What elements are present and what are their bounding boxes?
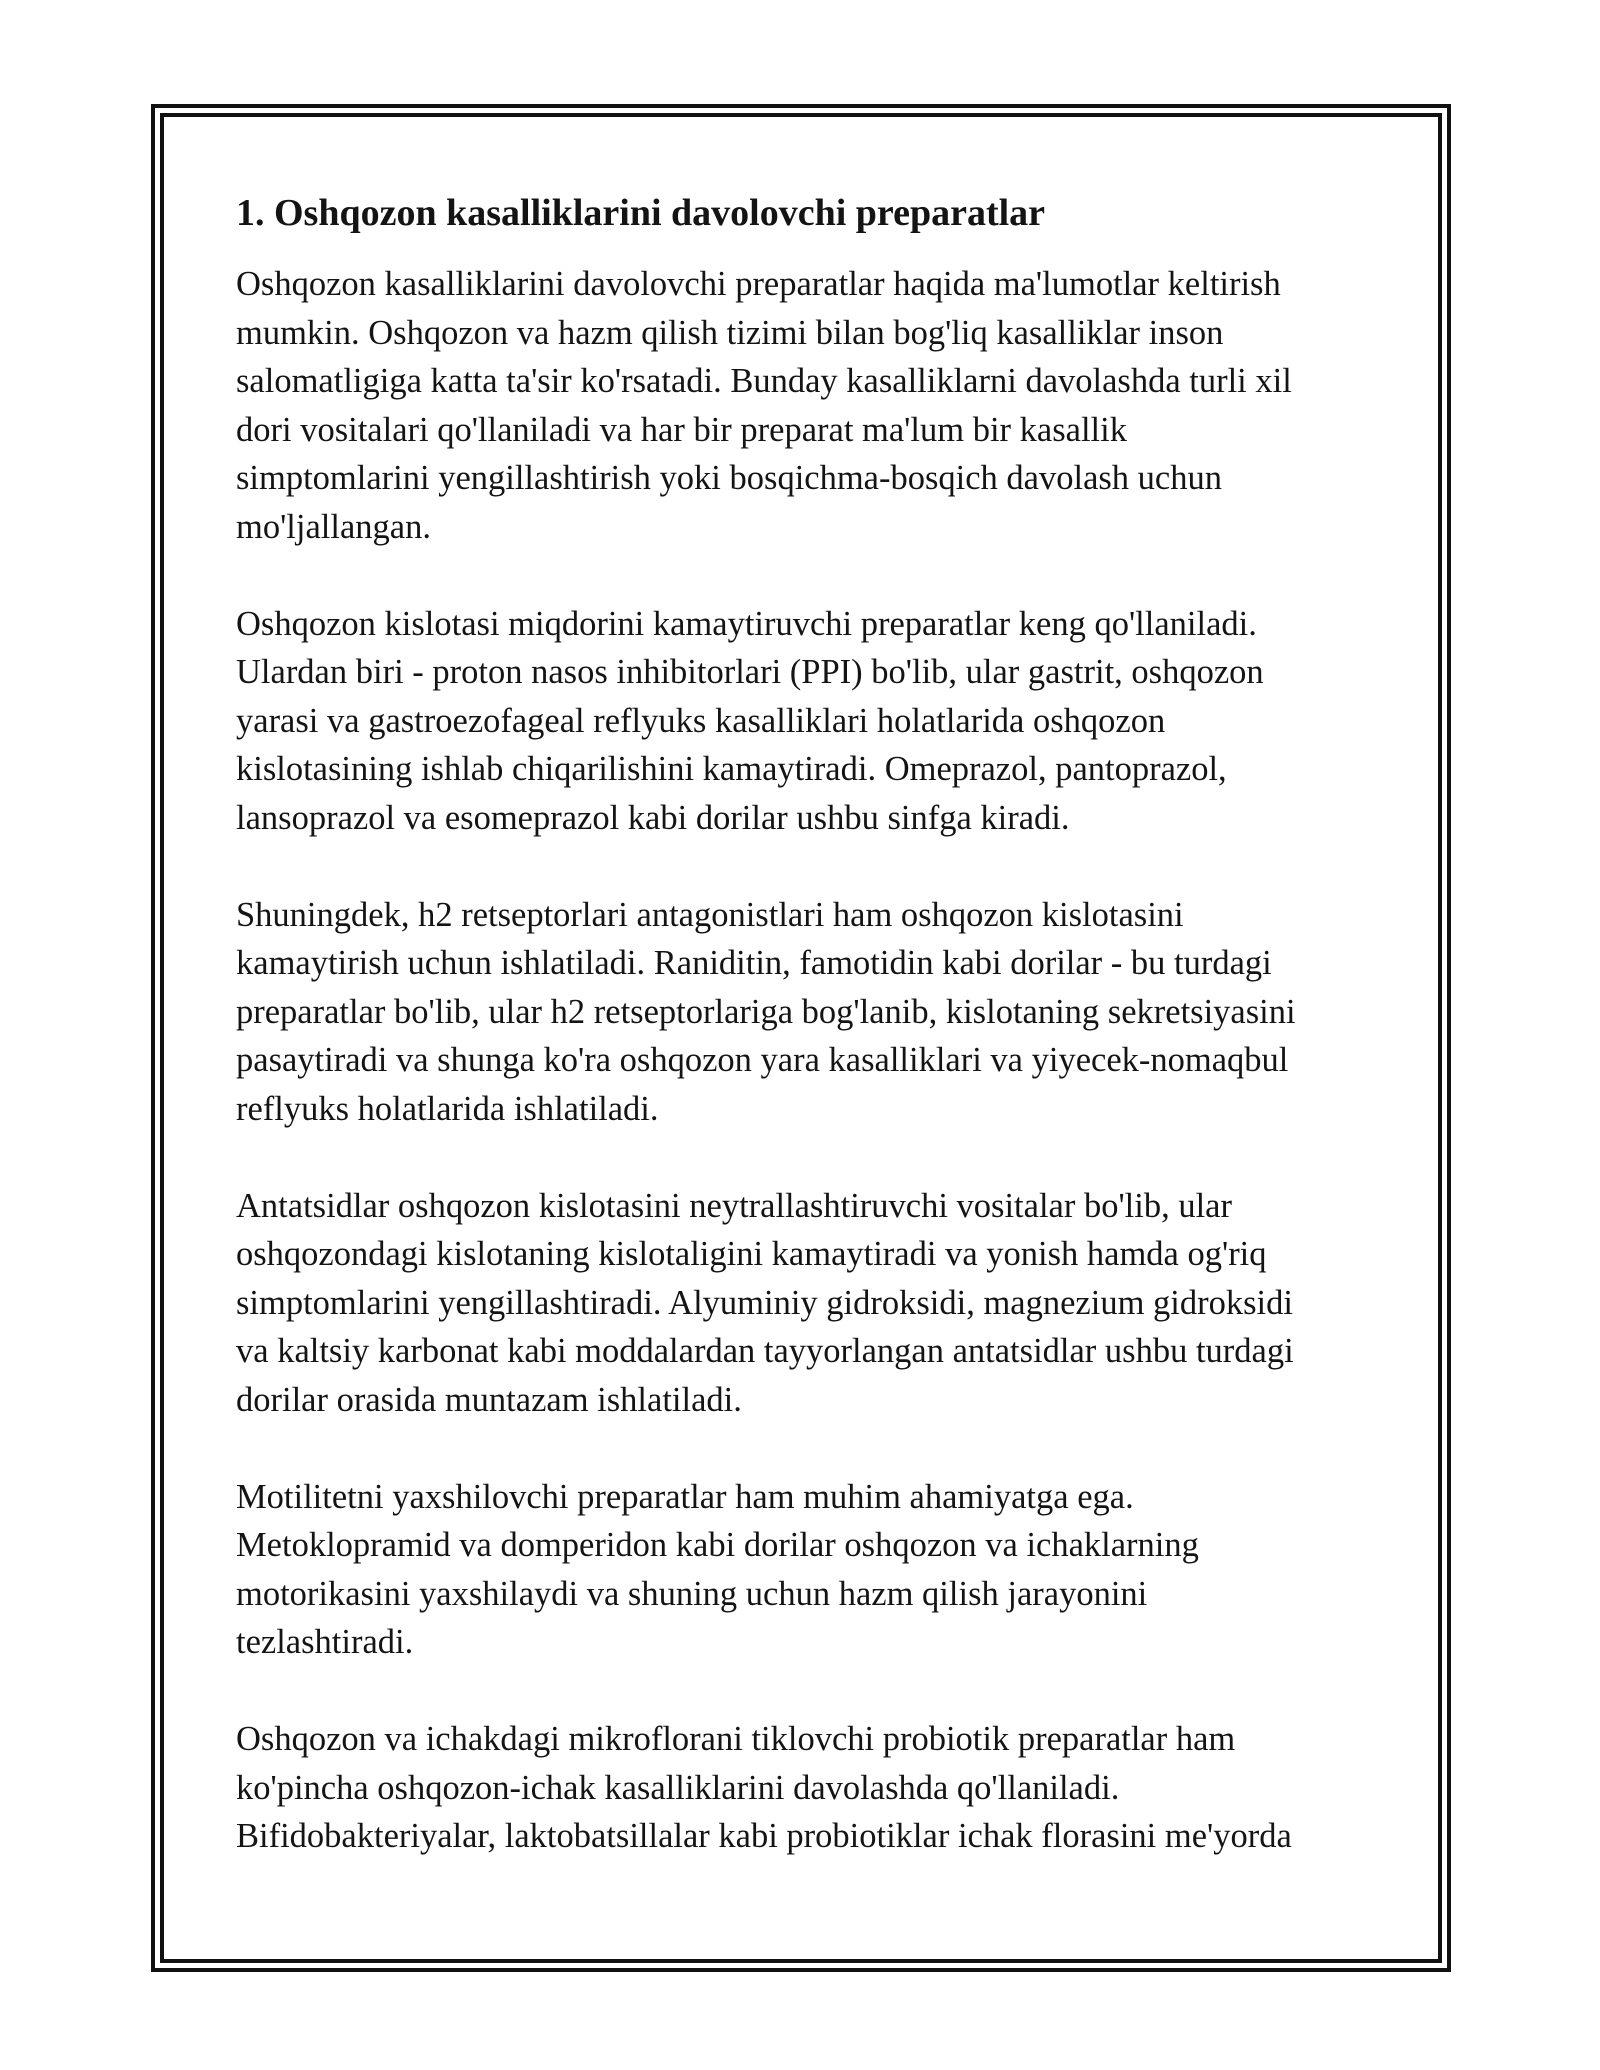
paragraph-6 [236,1715,1376,1861]
paragraph-3 [236,891,1376,1134]
text-line: Ulardan biri - proton nasos inhibitorlari (PPI) bo'lib, ular gastrit, oshqozon [236,653,1264,691]
text-line: va kaltsiy karbonat kabi moddalardan tayyorlangan antatsidlar ushbu turdagi [236,1332,1294,1370]
text-line: kamaytirish uchun ishlatiladi. Raniditin, famotidin kabi dorilar - bu turdagi [236,944,1272,982]
text-line: ko'pincha oshqozon-ichak kasalliklarini davolashda qo'llaniladi. [236,1768,1120,1807]
text-line: motorikasini yaxshilaydi va shuning uchun hazm qilish jarayonini [236,1574,1148,1613]
text-line: mumkin. Oshqozon va hazm qilish tizimi bilan bog'liq kasalliklar inson [236,313,1224,352]
text-line: lansoprazol va esomeprazol kabi dorilar ushbu sinfga kiradi. [236,798,1070,837]
text-line: Oshqozon kasalliklarini davolovchi preparatlar haqida ma'lumotlar keltirish [236,265,1281,303]
text-line: tezlashtiradi. [236,1623,414,1661]
text-line: preparatlar bo'lib, ular h2 retseptorlariga bog'lanib, kislotaning sekretsiyasini [236,992,1296,1031]
text-line: pasaytiradi va shunga ko'ra oshqozon yara kasalliklari va yiyecek-nomaqbul [236,1041,1289,1079]
text-line: reflyuks holatlarida ishlatiladi. [236,1089,659,1128]
section-heading: 1. Oshqozon kasalliklarini davolovchi preparatlar [236,192,1046,234]
text-line: simptomlarini yengillashtirish yoki bosqichma-bosqich davolash uchun [236,459,1222,497]
paragraph-2 [236,600,1376,843]
text-line: Antatsidlar oshqozon kislotasini neytrallashtiruvchi vositalar bo'lib, ular [236,1186,1232,1225]
text-line: Metoklopramid va domperidon kabi dorilar oshqozon va ichaklarning [236,1526,1199,1564]
text-line: Oshqozon kislotasi miqdorini kamaytiruvchi preparatlar keng qo'llaniladi. [236,604,1257,643]
text-line: salomatligiga katta ta'sir ko'rsatadi. Bunday kasalliklarni davolashda turli xil [236,362,1292,400]
text-line: Bifidobakteriyalar, laktobatsillalar kabi probiotiklar ichak florasini me'yorda [236,1817,1292,1855]
text-line: Shuningdek, h2 retseptorlari antagonistlari ham oshqozon kislotasini [236,895,1184,934]
text-line: kislotasining ishlab chiqarilishini kamaytiradi. Omeprazol, pantoprazol, [236,750,1227,788]
paragraph-4 [236,1182,1376,1425]
text-line: simptomlarini yengillashtiradi. Alyuminiy gidroksidi, magnezium gidroksidi [236,1283,1293,1322]
text-line: dori vositalari qo'llaniladi va har bir preparat ma'lum bir kasallik [236,410,1127,449]
paragraph-1 [236,260,1376,551]
text-line: Motilitetni yaxshilovchi preparatlar ham muhim ahamiyatga ega. [236,1477,1134,1516]
text-line: Oshqozon va ichakdagi mikroflorani tiklovchi probiotik preparatlar ham [236,1720,1236,1758]
document-body [236,188,1376,1909]
text-line: dorilar orasida muntazam ishlatiladi. [236,1380,742,1419]
paragraph-5 [236,1473,1376,1667]
text-line: mo'ljallangan. [236,507,431,546]
text-line: oshqozondagi kislotaning kislotaligini kamaytiradi va yonish hamda og'riq [236,1235,1267,1273]
text-line: yarasi va gastroezofageal reflyuks kasalliklari holatlarida oshqozon [236,701,1166,740]
